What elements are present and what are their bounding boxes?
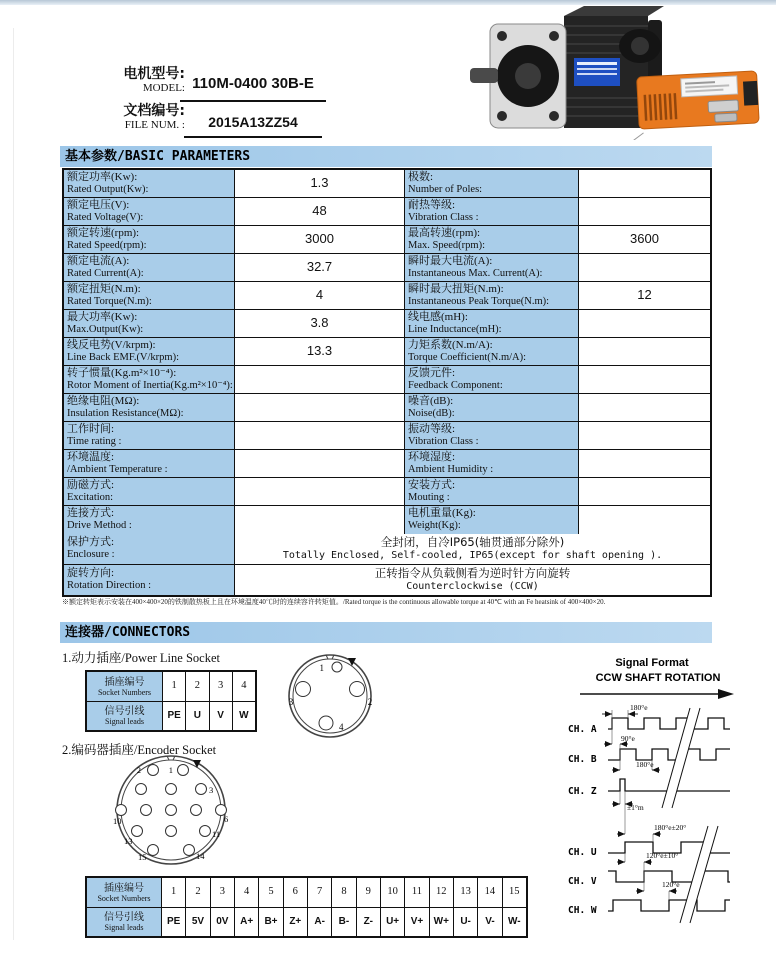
pin-label: 3 [288,697,294,707]
param-label-cn: 绝缘电阻(MΩ): [67,395,140,407]
param-value-cn: 正转指令从负载侧看为逆时针方向旋转 [374,566,571,580]
table-row [64,170,710,198]
param-value [579,506,710,534]
socket-number-cell: 14 [478,878,502,907]
param-label [405,422,579,449]
param-value: 12 [637,287,652,302]
table-row [64,338,710,366]
signal-lead-cell: V [210,702,233,730]
socket-number-cell: 1 [163,672,186,701]
param-label [64,338,235,365]
socket-number-cell: 4 [235,878,259,907]
servo-motor-image [470,6,664,128]
annotation-180e20-u: 180°e±20° [654,823,687,832]
param-label-cn: 额定功率(Kw): [67,171,138,183]
param-label-en: /Ambient Temperature : [67,464,168,475]
param-label-en: Line Inductance(mH): [408,324,502,335]
param-label-cn: 电机重量(Kg): [408,507,476,519]
param-label-en: Line Back EMF.(V/krpm): [67,352,180,363]
param-label-cn: 环境湿度: [408,451,456,463]
param-label-cn: 保护方式: [67,536,115,548]
table-row [64,310,710,338]
power-socket-heading: 1.动力插座/Power Line Socket [62,651,220,665]
param-value [579,394,710,421]
waveform-ch-a [608,718,730,729]
signal-lead-cell: B+ [259,908,283,936]
param-label [405,338,579,365]
waveform-ch-w [608,900,730,911]
annotation-180e-b: 180°e [636,760,654,769]
param-value [579,310,710,337]
param-value-en: Totally Enclosed, Self-cooled, IP65(except for shaft opening ). [282,550,663,561]
param-label [405,310,579,337]
channel-z-label: CH. Z [568,786,597,797]
signal-format-diagram [528,646,776,958]
channel-b-label: CH. B [568,754,597,765]
param-label-cn: 旋转方向: [67,567,115,579]
param-label-en: Max.Output(Kw): [67,324,144,335]
header-cn: 信号引线 [104,912,144,923]
pin-label: 1 [168,765,173,775]
dimension-labels [621,703,686,889]
param-value-en: Counterclockwise (CCW) [406,581,539,592]
param-label-en: Rated Current(A): [67,268,144,279]
pin-label: 10 [113,816,122,826]
param-label-cn: 转子惯量(Kg.m²×10⁻⁴): [67,367,177,379]
power-socket-leads-row [87,701,255,730]
table-row [64,282,710,310]
param-label-en: Noise(dB): [408,408,455,419]
param-label [405,366,579,393]
param-label-en: Rated Torque(N.m): [67,296,152,307]
pin-2 [350,682,365,697]
socket-number-cell: 4 [241,680,247,691]
param-label [405,226,579,253]
socket-number-cell: 7 [308,878,332,907]
driver-port-db [708,100,739,113]
table-row [64,506,710,534]
model-label [93,66,185,95]
socket-number-cell: 2 [186,878,210,907]
basic-parameters-table [62,168,712,597]
signal-lead-cell: V- [478,908,502,936]
param-label-en: Enclosure : [67,549,115,560]
param-value-cn: 全封闭，自冷IP65(轴贯通部分除外) [380,535,565,549]
pin-label: 14 [196,851,205,861]
annotation-1m-z: ±1°m [627,803,644,812]
header-cn: 信号引线 [104,706,145,717]
param-label-en: Instantaneous Max. Current(A): [408,268,543,279]
pin-label: 2 [136,765,141,775]
param-label-en: Weight(Kg): [408,520,461,531]
param-label-cn: 环境温度: [67,451,115,463]
socket-number-cell: 15 [509,886,520,897]
pin-label: 11 [212,829,221,839]
param-label [405,394,579,421]
param-label [64,394,235,421]
socket-numbers-header [87,672,163,701]
param-label-cn: 线反电势(V/krpm): [67,339,156,351]
basic-parameters-rows [64,170,710,534]
param-value [579,170,710,197]
param-value [579,478,710,505]
signal-lead-cell: W+ [430,908,454,936]
param-label-en: Rated Voltage(V): [67,212,144,223]
signal-lead-cell: Z- [357,908,381,936]
param-label-cn: 噪音(dB): [408,395,454,407]
header-en: Socket Numbers [97,687,152,697]
param-label-en: Time rating : [67,436,122,447]
header-en: Socket Numbers [97,893,151,903]
signal-lead-cell: V+ [405,908,429,936]
section-header-connectors: 连接器/CONNECTORS [60,622,712,643]
pin-3 [296,682,311,697]
signal-lead-cell: U- [454,908,478,936]
table-row-enclosure [64,534,710,565]
param-label [64,506,235,534]
socket-number-cell: 1 [162,878,186,907]
param-label [64,366,235,393]
param-label-cn: 励磁方式: [67,479,115,491]
param-label [405,198,579,225]
param-label-cn: 额定电压(V): [67,199,130,211]
param-label-cn: 线电感(mH): [408,311,468,323]
pin-label: 15 [138,852,147,862]
param-label [64,282,235,309]
socket-number-cell: 9 [357,878,381,907]
pin-label: 3 [209,785,214,795]
signal-lead-cell: U+ [381,908,405,936]
page-edge-line [13,28,14,940]
table-row [64,254,710,282]
signal-leads-header [87,908,162,936]
encoder-socket-leads-row [87,907,526,936]
signal-lead-cell: 5V [186,908,210,936]
signal-format-title: Signal Format [615,657,689,669]
rated-torque-footnote: ※额定转矩表示安装在400×400×20的铁制散热板上且在环境温度40℃时的连续容许转矩值。/Rated torque is the continuous allowable torque at 40℃ with an Fe heatsink of 400×400×20. [62,598,606,606]
param-value [579,338,710,365]
param-value [235,450,405,477]
table-row [64,394,710,422]
table-row [64,422,710,450]
pin-label: 6 [224,814,229,824]
model-label-cn: 电机型号: [123,66,185,82]
socket-number-cell: 10 [381,878,405,907]
param-label [64,226,235,253]
table-row [64,366,710,394]
param-label-cn: 最高转速(rpm): [408,227,481,239]
param-label [405,506,579,534]
signal-leads-header [87,702,163,730]
file-number-label [93,103,185,132]
channel-a-label: CH. A [568,724,597,735]
file-label-en: FILE NUM. : [124,119,185,131]
param-label [405,254,579,281]
param-value [579,366,710,393]
param-value [579,422,710,449]
socket-number-cell: 12 [430,878,454,907]
param-value: 48 [235,198,405,225]
table-row [64,226,710,254]
signal-lead-cell: U [186,702,209,730]
socket-number-cell: 6 [284,878,308,907]
param-label-en: Rotor Moment of Inertia(Kg.m²×10⁻⁴): [67,380,233,391]
param-label-en: Torque Coefficient(N.m/A): [408,352,527,363]
signal-lead-cell: PE [162,908,186,936]
header-en: Signal leads [105,717,144,726]
param-label-cn: 力矩系数(N.m/A): [408,339,493,351]
table-row-rotation-direction [64,565,710,595]
file-label-cn: 文档编号: [123,103,185,119]
signal-lead-cell: A- [308,908,332,936]
pin-1 [332,662,342,672]
pin-label: 1 [319,663,324,673]
section-header-basic-parameters: 基本参数/BASIC PARAMETERS [60,146,712,167]
param-value: 3.8 [235,310,405,337]
param-value-rotation [235,565,710,595]
param-value: 3000 [235,226,405,253]
channel-v-label: CH. V [568,876,597,887]
param-value: 32.7 [235,254,405,281]
param-label [64,450,235,477]
channel-u-label: CH. U [568,847,597,858]
param-value [579,450,710,477]
param-value [579,198,710,225]
power-socket-numbers-row [87,672,255,701]
param-value: 13.3 [235,338,405,365]
pin-label: 2 [367,697,373,707]
product-photo [468,2,776,140]
param-label [64,478,235,505]
param-value [579,254,710,281]
param-label [405,450,579,477]
table-row [64,478,710,506]
header-en: Signal leads [104,923,144,932]
param-label-rotation [64,565,235,595]
param-label-cn: 额定转速(rpm): [67,227,140,239]
socket-numbers-header [87,878,162,907]
annotation-120e10-v: 120°e±10° [646,851,679,860]
power-socket-pin-diagram [278,650,382,746]
param-label-cn: 瞬时最大电流(A): [408,255,493,267]
socket-number-cell: 11 [405,878,429,907]
param-label-en: Rated Output(Kw): [67,184,149,195]
param-label-en: Max. Speed(rpm): [408,240,485,251]
param-label [64,170,235,197]
param-label-cn: 额定扭矩(N.m): [67,283,141,295]
socket-number-cell: 13 [454,878,478,907]
param-value [235,422,405,449]
annotation-180e-a: 180°e [630,703,648,712]
signal-lead-cell: B- [332,908,356,936]
param-value [235,478,405,505]
servo-driver-image [629,71,760,140]
param-label-cn: 耐热等级: [408,199,456,211]
param-label-cn: 连接方式: [67,507,115,519]
ccw-rotation-title: CCW SHAFT ROTATION [595,672,721,684]
param-value: 3600 [630,231,659,246]
param-value [235,394,405,421]
param-value [235,506,405,534]
signal-lead-cell: 0V [211,908,235,936]
param-label-en: Drive Method : [67,520,132,531]
signal-lead-cell: Z+ [284,908,308,936]
model-value: 110M-0400 30B-E [180,70,326,102]
param-label [405,170,579,197]
socket-number-cell: 3 [211,878,235,907]
param-label-en: Number of Poles: [408,184,483,195]
header-cn: 插座编号 [104,882,144,894]
param-label [64,254,235,281]
socket-number-cell: 8 [332,878,356,907]
file-number-value: 2015A13ZZ54 [184,110,322,138]
param-label-en: Excitation: [67,492,114,503]
waveform-ch-b [608,749,730,760]
param-label-en: Rotation Direction : [67,580,151,591]
model-label-en: MODEL: [142,82,185,94]
param-value: 4 [235,282,405,309]
param-label-cn: 工作时间: [67,423,115,435]
table-row [64,450,710,478]
encoder-socket-numbers-row [87,878,526,907]
param-value [235,366,405,393]
param-label [64,310,235,337]
param-label-cn: 瞬时最大扭矩(N.m): [408,283,504,295]
param-value-enclosure [235,534,710,564]
param-label [405,282,579,309]
param-value: 1.3 [235,170,405,197]
signal-lead-cell: W [239,710,249,721]
param-label [64,422,235,449]
param-label-en: Mouting : [408,492,450,503]
param-label-enclosure [64,534,235,564]
param-label-cn: 安装方式: [408,479,456,491]
param-label-en: Rated Speed(rpm): [67,240,147,251]
param-label [405,478,579,505]
signal-lead-cell: A+ [235,908,259,936]
param-label-cn: 振动等级: [408,423,456,435]
signal-lead-cell: PE [163,702,186,730]
param-label [64,198,235,225]
param-label-en: Vibration Class : [408,212,479,223]
param-label-cn: 额定电流(A): [67,255,130,267]
header-cn: 插座编号 [104,676,145,688]
pin-4 [319,716,333,730]
table-row [64,198,710,226]
param-label-en: Ambient Humidity : [408,464,494,475]
param-label-en: Feedback Component: [408,380,503,391]
encoder-socket-table [85,876,528,938]
power-socket-table [85,670,257,732]
param-label-en: Insulation Resistance(MΩ): [67,408,184,419]
param-label-cn: 最大功率(Kw): [67,311,138,323]
encoder-socket-pin-diagram [105,752,245,870]
param-label-cn: 极数: [408,171,434,183]
pin-label: 4 [339,722,344,732]
encoder-socket-heading: 2.编码器插座/Encoder Socket [62,743,217,757]
arrowhead-icon [718,689,734,699]
pin-label: 13 [124,836,133,846]
motor-shaft [470,68,498,83]
socket-number-cell: 5 [259,878,283,907]
annotation-90e: 90°e [621,734,635,743]
channel-w-label: CH. W [568,905,597,916]
param-label-en: Instantaneous Peak Torque(N.m): [408,296,550,307]
driver-port-black [743,81,758,106]
param-label-cn: 反馈元件: [408,367,456,379]
signal-lead-cell: W- [507,916,521,927]
annotation-120e-w: 120°e [662,880,680,889]
socket-number-cell: 2 [186,672,209,701]
socket-number-cell: 3 [210,672,233,701]
param-label-en: Vibration Class : [408,436,479,447]
